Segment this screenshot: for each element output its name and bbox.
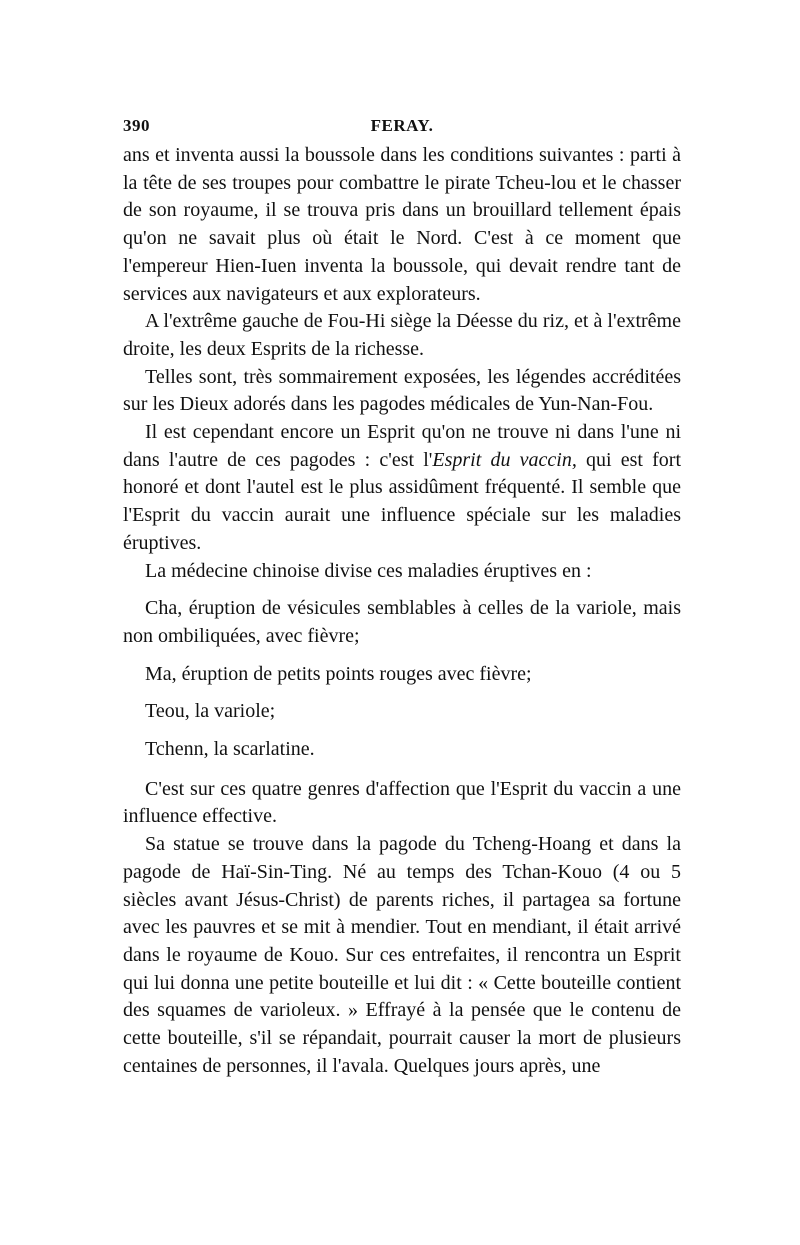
paragraph-deesse-du-riz: A l'extrême gauche de Fou-Hi siège la Déesse du riz, et à l'extrême droite, les deux Esprits de la richesse. [123,310,681,360]
paragraph-esprit-du-vaccin-part1: Il est cependant encore un Esprit qu'on ne trouve ni dans l'une ni dans l'autre de ces pagodes : c'est l' [123,421,681,471]
paragraph-legendes: Telles sont, très sommairement exposées, les légendes accréditées sur les Dieux adorés dans les pagodes médicales de Yun-Nan-Fou. [123,365,681,416]
esprit-du-vaccin-italic: Esprit du vaccin, [432,448,577,471]
running-head [123,112,681,140]
page-number: 390 [123,116,150,135]
list-item-ma: Ma, éruption de petits points rouges avec fièvre; [145,662,532,685]
paragraph-classification-intro: La médecine chinoise divise ces maladies éruptives en : [145,559,592,582]
paragraph-influence: C'est sur ces quatre genres d'affection que l'Esprit du vaccin a une influence effective. [123,777,681,828]
paragraph-esprit-du-vaccin-part2: qui est fort honoré et dont l'autel est le plus assidûment fréquenté. Il semble que l'Esprit du vaccin aurait une influence spéciale sur les maladies éruptives. [123,448,682,554]
list-item-cha: Cha, éruption de vésicules semblables à celles de la variole, mais non ombiliquées, avec fièvre; [123,597,681,647]
paragraph-continued: ans et inventa aussi la boussole dans les conditions suivantes : parti à la tête de ses troupes pour combattre le pirate Tcheu-lou et le chasser de son royaume, il se trouva pris dans un brouillard tellement épais qu'on ne savait plus où était le Nord. C'est à ce moment que l'empereur Hien-Iuen inventa la boussole, qui devait rendre tant de services aux navigateurs et aux explorateurs. [123,144,681,305]
list-item-tchenn: Tchenn, la scarlatine. [145,738,315,761]
book-page [123,112,681,1081]
paragraph-esprit-du-vaccin [123,419,681,558]
eruptive-diseases-list [123,595,681,764]
body-text [123,142,681,1081]
list-item-teou: Teou, la variole; [145,700,276,723]
paragraph-statue: Sa statue se trouve dans la pagode du Tcheng-Hoang et dans la pagode de Haï-Sin-Ting. Né au temps des Tchan-Kouo (4 ou 5 siècles avant Jésus-Christ) de parents riches, il partagea sa fortune avec les pauvres et se mit à mendier. Tout en mendiant, il était arrivé dans le royaume de Kouo. Sur ces entrefaites, il rencontra un Esprit qui lui donna une petite bouteille et lui dit : « Cette bouteille contient des squames de varioleux. » Effrayé à la pensée que le contenu de cette bouteille, s'il se répandait, pourrait causer la mort de plusieurs centaines de personnes, il l'avala. Quelques jours après, une [123,833,681,1077]
running-title: FERAY. [370,116,434,135]
